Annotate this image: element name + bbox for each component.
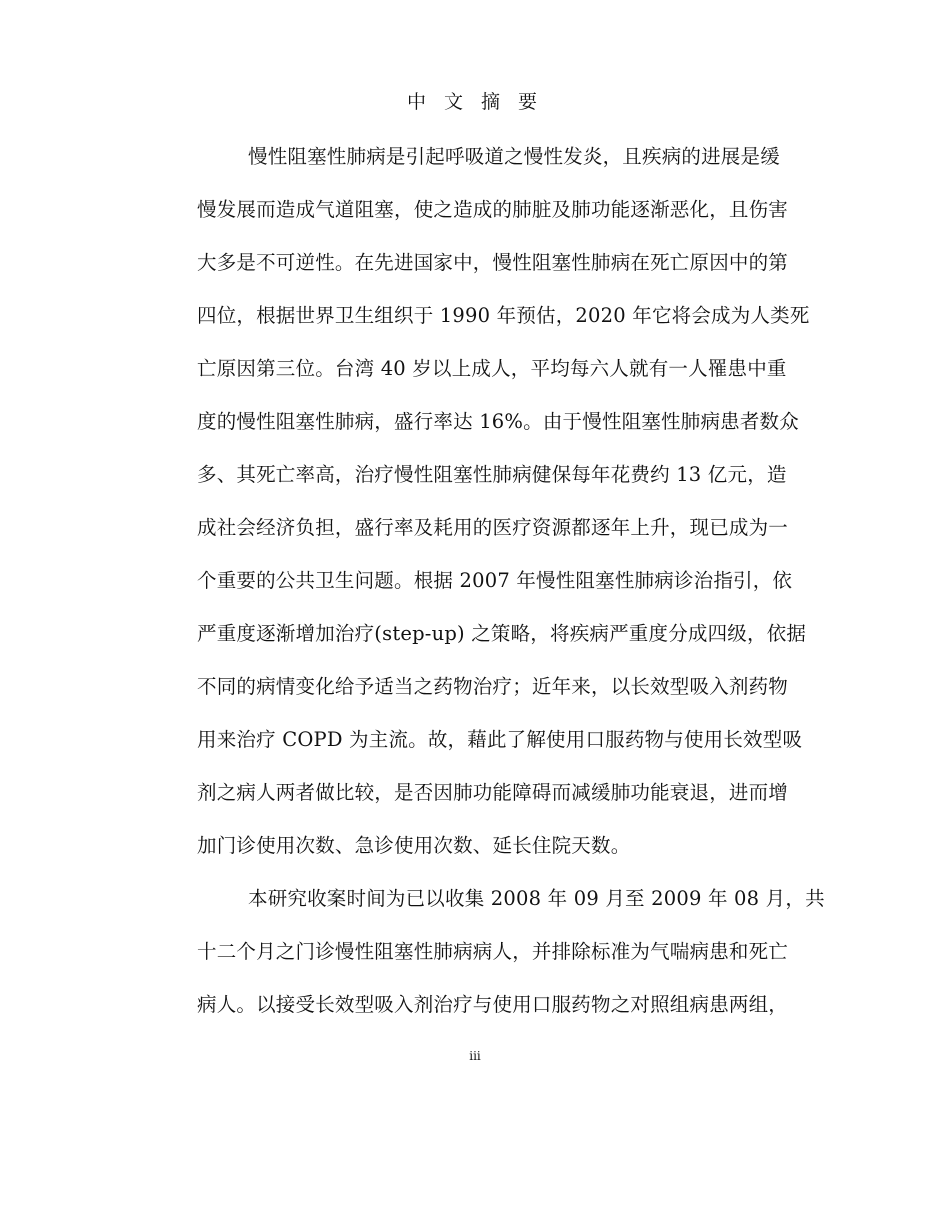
text-line: 严重度逐渐增加治疗(step-up) 之策略，将疾病严重度分成四级，依据 (197, 622, 807, 645)
text-line: 四位，根据世界卫生组织于 1990 年预估，2020 年它将会成为人类死 (197, 304, 810, 327)
text-line: 加门诊使用次数、急诊使用次数、延长住院天数。 (197, 834, 631, 857)
text-line: 十二个月之门诊慢性阻塞性肺病病人，并排除标准为气喘病患和死亡 (197, 940, 789, 963)
text-line: 个重要的公共卫生问题。根据 2007 年慢性阻塞性肺病诊治指引，依 (197, 569, 793, 592)
text-line: 大多是不可逆性。在先进国家中，慢性阻塞性肺病在死亡原因中的第 (197, 251, 789, 274)
text-line: 用来治疗 COPD 为主流。故，藉此了解使用口服药物与使用长效型吸 (197, 728, 803, 751)
page-number: iii (469, 1049, 481, 1063)
text-line: 成社会经济负担，盛行率及耗用的医疗资源都逐年上升，现已成为一 (197, 516, 789, 539)
text-line: 多、其死亡率高，治疗慢性阻塞性肺病健保每年花费约 13 亿元，造 (197, 463, 787, 486)
text-line: 慢发展而造成气道阻塞，使之造成的肺脏及肺功能逐渐恶化，且伤害 (197, 198, 789, 221)
text-line: 剂之病人两者做比较，是否因肺功能障碍而减缓肺功能衰退，进而增 (197, 781, 789, 804)
text-line: 本研究收案时间为已以收集 2008 年 09 月至 2009 年 08 月，共 (248, 887, 825, 910)
text-line: 病人。以接受长效型吸入剂治疗与使用口服药物之对照组病患两组， (197, 993, 789, 1016)
text-line: 亡原因第三位。台湾 40 岁以上成人，平均每六人就有一人罹患中重 (197, 357, 787, 380)
text-line: 度的慢性阻塞性肺病，盛行率达 16%。由于慢性阻塞性肺病患者数众 (197, 410, 799, 433)
text-line: 慢性阻塞性肺病是引起呼吸道之慢性发炎，且疾病的进展是缓 (248, 145, 780, 168)
text-line: 不同的病情变化给予适当之药物治疗；近年来，以长效型吸入剂药物 (197, 675, 789, 698)
page-title: 中 文 摘 要 (406, 91, 544, 113)
